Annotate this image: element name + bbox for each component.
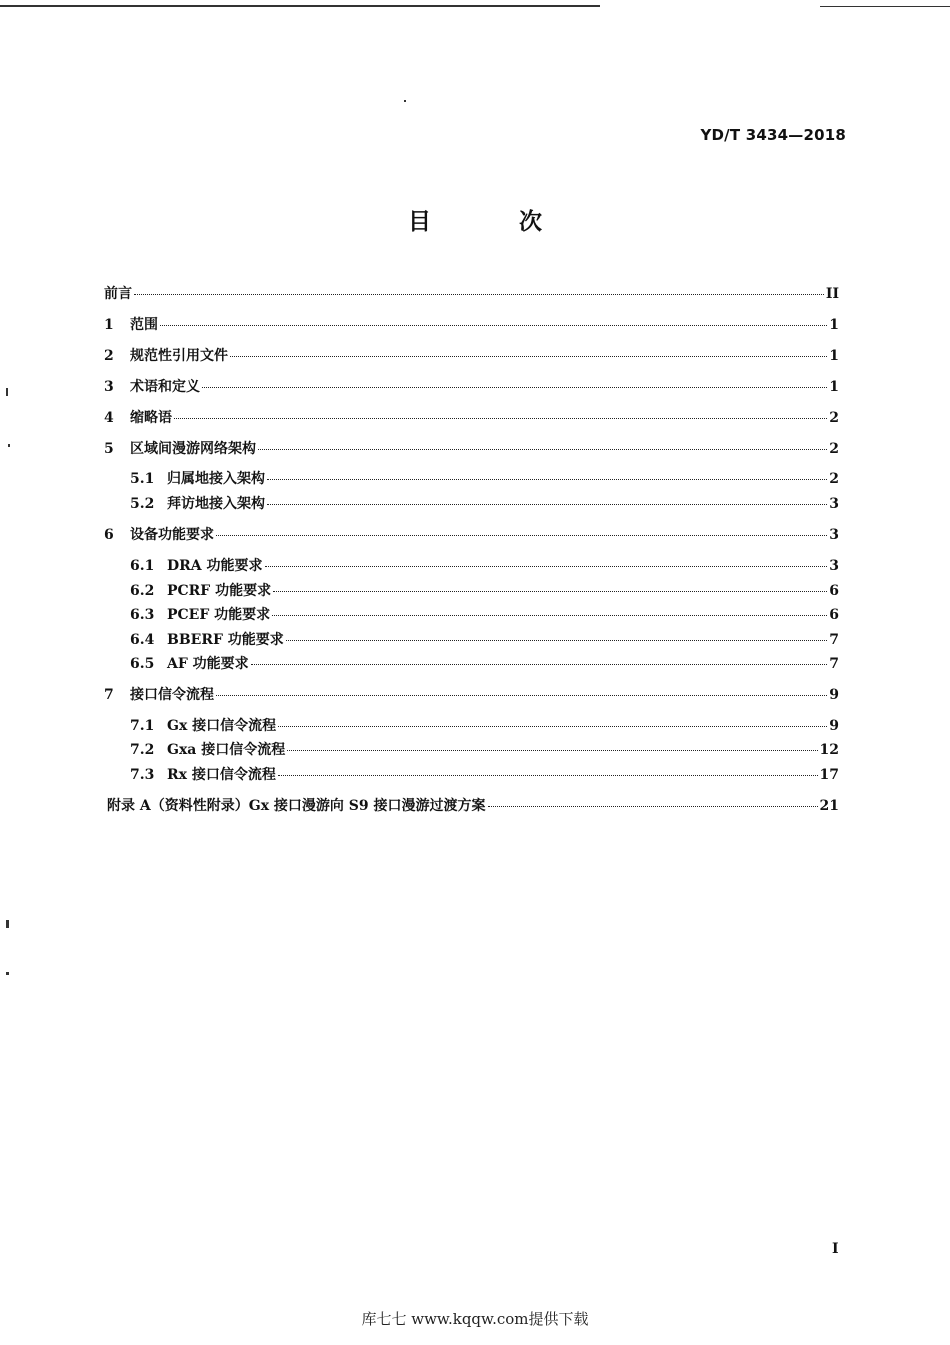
toc-entry-number: 5.1 [130,471,155,487]
toc-entry-label: DRA 功能要求 [167,558,263,574]
scan-speck [8,444,10,447]
toc-entry-label: 术语和定义 [130,379,200,395]
toc-entry-2[interactable] [104,345,839,367]
toc-entry-page: 2 [829,471,839,487]
toc-entry-number: 6.2 [130,583,155,599]
toc-entry-page: 9 [829,687,839,703]
toc-entry-number: 5.2 [130,496,155,512]
toc-entry-label: 归属地接入架构 [167,471,265,487]
toc-entry-number: 3 [104,379,114,395]
scan-speck [6,920,9,928]
toc-entry-number: 6.5 [130,656,155,672]
toc-dot-leader [160,325,827,326]
toc-entry-label: 区域间漫游网络架构 [130,441,256,457]
toc-entry-page: 12 [819,742,839,758]
toc-entry-foreword[interactable] [104,283,839,305]
toc-entry-number: 1 [104,317,114,333]
toc-dot-leader [272,615,827,616]
toc-dot-leader [265,566,828,567]
scan-speck [404,100,406,102]
toc-dot-leader [273,591,827,592]
toc-entry-number: 2 [104,348,114,364]
page-number: I [832,1241,839,1257]
toc-entry-label: BBERF 功能要求 [167,632,284,648]
toc-entry-label: 范围 [130,317,158,333]
toc-entry-number: 5 [104,441,114,457]
toc-dot-leader [488,806,818,807]
toc-entry-page: 3 [829,527,839,543]
toc-entry-page: II [825,286,839,302]
toc-entry-6-4[interactable] [130,629,839,651]
toc-entry-number: 7.3 [130,767,155,783]
toc-dot-leader [230,356,827,357]
toc-entry-7-2[interactable] [130,739,839,761]
page-title: 目 次 [407,209,582,235]
toc-entry-label: 拜访地接入架构 [167,496,265,512]
toc-entry-number: 6 [104,527,114,543]
toc-entry-label: 接口信令流程 [130,687,214,703]
toc-entry-number: 7.1 [130,718,155,734]
toc-entry-6[interactable] [104,524,839,546]
toc-entry-page: 2 [829,441,839,457]
toc-entry-number: 6.4 [130,632,155,648]
scan-edge-line-left [0,5,600,7]
toc-entry-label: Rx 接口信令流程 [167,767,276,783]
toc-entry-page: 1 [829,379,839,395]
scan-speck [6,388,8,396]
toc-entry-page: 9 [829,718,839,734]
toc-dot-leader [216,535,827,536]
toc-entry-label: AF 功能要求 [167,656,249,672]
toc-entry-5-1[interactable] [130,468,839,490]
toc-entry-6-1[interactable] [130,555,839,577]
toc-dot-leader [258,449,827,450]
toc-entry-6-5[interactable] [130,653,839,675]
toc-entry-page: 3 [829,496,839,512]
toc-entry-label: 设备功能要求 [130,527,214,543]
toc-dot-leader [267,479,827,480]
toc-entry-label: 附录 A（资料性附录）Gx 接口漫游向 S9 接口漫游过渡方案 [107,798,486,814]
toc-entry-label: PCRF 功能要求 [167,583,272,599]
document-code: YD/T 3434—2018 [700,126,846,144]
toc-entry-number: 7 [104,687,114,703]
scan-edge-line-right [820,6,950,7]
toc-dot-leader [286,640,827,641]
toc-dot-leader [174,418,827,419]
toc-entry-page: 17 [819,767,839,783]
toc-entry-label: 规范性引用文件 [130,348,228,364]
toc-dot-leader [278,726,827,727]
toc-entry-page: 2 [829,410,839,426]
toc-entry-page: 1 [829,348,839,364]
toc-dot-leader [134,294,824,295]
toc-dot-leader [278,775,818,776]
toc-entry-7-3[interactable] [130,764,839,786]
toc-dot-leader [202,387,827,388]
toc-entry-page: 6 [829,583,839,599]
toc-entry-4[interactable] [104,407,839,429]
toc-dot-leader [251,664,828,665]
scan-speck [6,972,9,975]
toc-entry-number: 6.1 [130,558,155,574]
toc-entry-page: 21 [819,798,839,814]
toc-entry-7[interactable] [104,684,839,706]
toc-entry-page: 7 [829,656,839,672]
toc-entry-5-2[interactable] [130,493,839,515]
toc-entry-label: 前言 [104,286,132,302]
toc-dot-leader [216,695,827,696]
toc-entry-number: 7.2 [130,742,155,758]
toc-entry-label: 缩略语 [130,410,172,426]
toc-entry-appendix-a[interactable] [107,795,839,817]
toc-entry-7-1[interactable] [130,715,839,737]
toc-entry-6-3[interactable] [130,604,839,626]
toc-dot-leader [267,504,827,505]
toc-entry-page: 6 [829,607,839,623]
toc-entry-page: 7 [829,632,839,648]
toc-dot-leader [287,750,817,751]
toc-entry-number: 6.3 [130,607,155,623]
toc-entry-number: 4 [104,410,114,426]
toc-entry-label: Gx 接口信令流程 [167,718,277,734]
toc-entry-6-2[interactable] [130,580,839,602]
toc-entry-3[interactable] [104,376,839,398]
toc-entry-1[interactable] [104,314,839,336]
toc-entry-label: PCEF 功能要求 [167,607,271,623]
toc-entry-5[interactable] [104,438,839,460]
toc-entry-label: Gxa 接口信令流程 [167,742,286,758]
toc-entry-page: 3 [829,558,839,574]
download-watermark: 库七七 www.kqqw.com提供下载 [361,1310,589,1328]
toc-entry-page: 1 [829,317,839,333]
